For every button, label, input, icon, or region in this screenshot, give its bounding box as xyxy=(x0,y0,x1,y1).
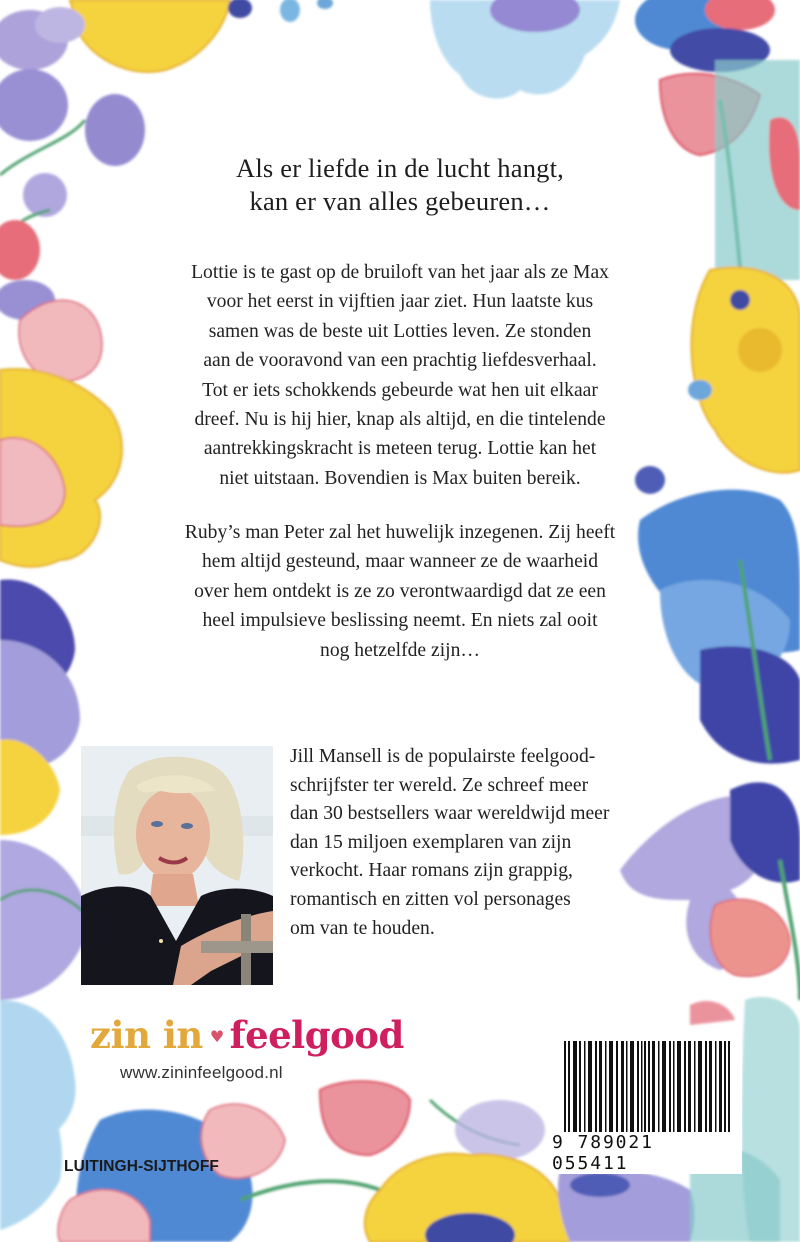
logo-text-feelgood: feelgood xyxy=(229,1013,404,1057)
publisher-logo: LUITINGH-SIJTHOFF xyxy=(64,1158,219,1175)
bio-line: verkocht. Haar romans zijn grappig, xyxy=(290,860,573,882)
blurb-line: dreef. Nu is hij hier, knap als altijd, en die tintelende xyxy=(194,409,606,431)
blurb-line: heel impulsieve beslissing neemt. En niets zal ooit xyxy=(202,610,598,632)
blurb-line: Ruby’s man Peter zal het huwelijk inzegenen. Zij heeft xyxy=(184,522,616,543)
blurb-line: Tot er iets schokkends gebeurde wat hen uit elkaar xyxy=(202,379,598,401)
isbn-barcode xyxy=(548,1030,742,1174)
author-photo xyxy=(81,746,273,985)
tagline-line: kan er van alles gebeuren… xyxy=(249,186,551,216)
bio-line: romantisch en zitten vol personages xyxy=(290,888,571,910)
heart-icon: ♥ xyxy=(209,1027,224,1046)
blurb-line: aan de vooravond van een prachtig liefdesverhaal. xyxy=(203,350,597,372)
blurb-line: samen was de beste uit Lotties leven. Ze stonden xyxy=(208,320,592,342)
isbn-number: 9 789021 055411 xyxy=(550,1132,742,1174)
blurb-line: hem altijd gesteund, maar wanneer ze de waarheid xyxy=(201,551,599,573)
author-portrait-illustration xyxy=(81,746,273,985)
blurb-line: voor het eerst in vijftien jaar ziet. Hun laatste kus xyxy=(206,291,594,313)
author-bio xyxy=(290,743,650,943)
bio-line: dan 15 miljoen exemplaren van zijn xyxy=(290,831,572,853)
bio-line: dan 30 bestsellers waar wereldwijd meer xyxy=(290,803,610,825)
blurb-line: aantrekkingskracht is meteen terug. Lottie kan het xyxy=(203,438,597,460)
imprint-url: www.zininfeelgood.nl xyxy=(120,1063,283,1082)
tagline xyxy=(150,152,650,218)
bio-line: om van te houden. xyxy=(290,917,435,939)
blurb-paragraph-2 xyxy=(140,518,660,665)
logo-text-zin-in: zin in xyxy=(90,1013,203,1057)
barcode-bars-icon xyxy=(564,1041,730,1141)
tagline-line: Als er liefde in de lucht hangt, xyxy=(236,153,564,183)
bio-line: schrijfster ter wereld. Ze schreef meer xyxy=(290,774,589,796)
blurb-line: niet uitstaan. Bovendien is Max buiten bereik. xyxy=(219,467,581,489)
blurb-line: Lottie is te gast op de bruiloft van het jaar als ze Max xyxy=(191,262,609,283)
blurb-line: over hem ontdekt is ze zo verontwaardigd dat ze een xyxy=(194,580,606,602)
blurb-paragraph-1 xyxy=(140,258,660,493)
blurb-line: nog hetzelfde zijn… xyxy=(320,639,480,661)
zin-in-feelgood-logo xyxy=(90,1013,404,1061)
bio-line: Jill Mansell is de populairste feelgood- xyxy=(290,746,596,767)
